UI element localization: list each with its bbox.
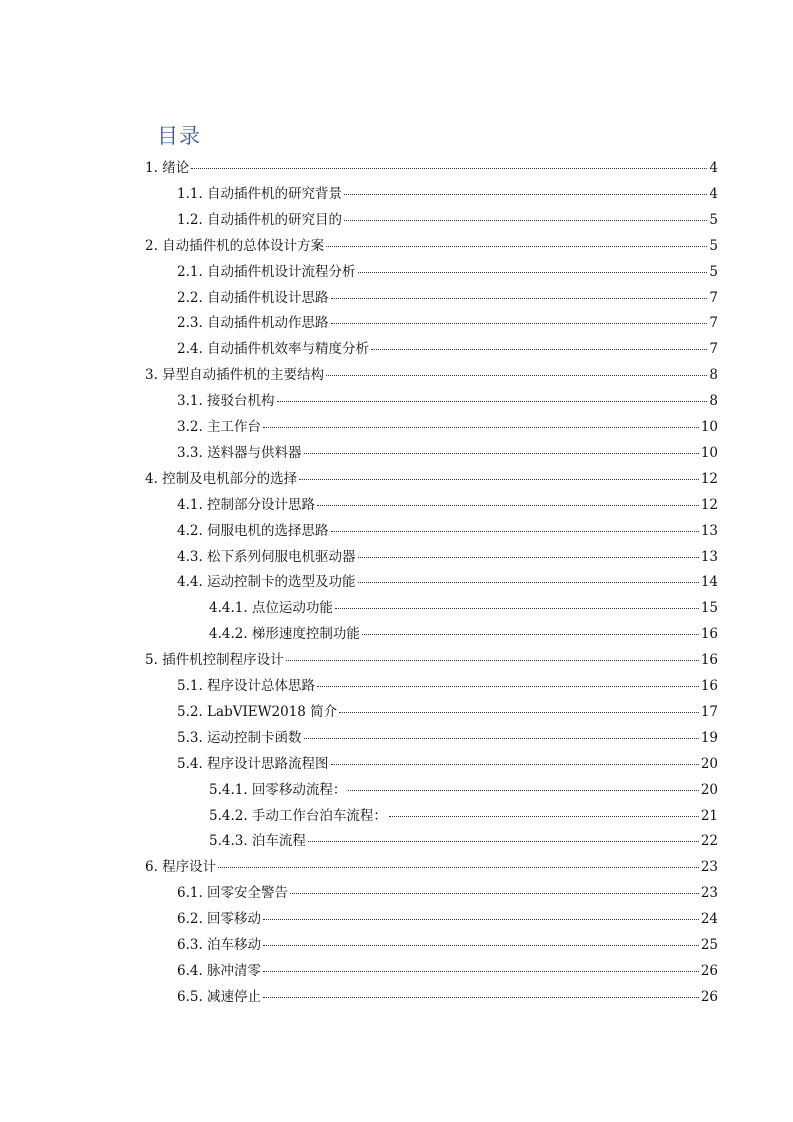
toc-dot-leader (263, 919, 699, 920)
toc-entry-level-3[interactable] (209, 831, 718, 851)
toc-entry-level-2[interactable] (177, 572, 718, 592)
toc-entry-label: 3.1. 接驳台机构 (177, 393, 275, 410)
toc-entry-label: 2.2. 自动插件机设计思路 (177, 289, 329, 306)
toc-entry-level-3[interactable] (209, 624, 718, 644)
toc-entry-page-number: 7 (709, 315, 718, 332)
toc-dot-leader (389, 816, 699, 817)
toc-entry-page-number: 16 (700, 626, 718, 643)
toc-entry-level-2[interactable] (177, 391, 718, 411)
toc-entry-label: 6.2. 回零移动 (177, 911, 262, 928)
toc-dot-leader (304, 738, 699, 739)
toc-entry-page-number: 7 (709, 341, 718, 358)
toc-entry-label: 2. 自动插件机的总体设计方案 (145, 237, 325, 254)
toc-entry-level-2[interactable] (177, 676, 718, 696)
toc-dot-leader (191, 168, 707, 169)
toc-entry-page-number: 21 (700, 807, 718, 824)
toc-entry-level-2[interactable] (177, 909, 718, 929)
toc-dot-leader (331, 531, 699, 532)
toc-dot-leader (358, 272, 708, 273)
toc-entry-level-2[interactable] (177, 210, 718, 230)
toc-entry-page-number: 23 (700, 859, 718, 876)
toc-entry-label: 5.1. 程序设计总体思路 (177, 678, 316, 694)
toc-entry-page-number: 5 (709, 211, 718, 228)
toc-entry-label: 1.1. 自动插件机的研究背景 (177, 185, 343, 202)
toc-entry-label: 5.4.2. 手动工作台泊车流程： (209, 807, 387, 824)
toc-entry-level-2[interactable] (177, 883, 718, 903)
toc-entry-page-number: 5 (709, 237, 718, 254)
toc-entry-level-2[interactable] (177, 443, 718, 463)
toc-entry-page-number: 16 (700, 678, 718, 694)
toc-dot-leader (277, 401, 708, 402)
toc-entry-label: 3.3. 送料器与供料器 (177, 444, 302, 461)
toc-entry-page-number: 4 (709, 185, 718, 202)
toc-entry-label: 6.5. 减速停止 (177, 988, 262, 1005)
toc-entry-level-3[interactable] (209, 598, 718, 618)
toc-entry-page-number: 8 (709, 367, 718, 384)
toc-entry-label: 4.4. 运动控制卡的选型及功能 (177, 574, 356, 591)
toc-dot-leader (344, 220, 707, 221)
toc-entry-level-2[interactable] (177, 521, 718, 541)
toc-dot-leader (331, 298, 708, 299)
toc-entry-level-2[interactable] (177, 262, 718, 282)
toc-entry-page-number: 26 (700, 988, 718, 1005)
toc-dot-leader (362, 634, 699, 635)
toc-title: 目录 (157, 124, 201, 148)
toc-entry-label: 3. 异型自动插件机的主要结构 (145, 367, 325, 384)
toc-entry-label: 1.2. 自动插件机的研究目的 (177, 211, 343, 228)
toc-entry-page-number: 20 (700, 781, 718, 798)
toc-entry-level-1[interactable] (145, 469, 718, 489)
toc-dot-leader (348, 790, 698, 791)
toc-entry-label: 5.4.1. 回零移动流程： (209, 781, 347, 798)
toc-dot-leader (299, 479, 699, 480)
toc-entry-level-2[interactable] (177, 702, 718, 722)
toc-entry-level-2[interactable] (177, 728, 718, 748)
toc-entry-page-number: 19 (700, 729, 718, 746)
toc-entry-label: 2.4. 自动插件机效率与精度分析 (177, 341, 370, 358)
toc-entry-page-number: 5 (709, 263, 718, 280)
toc-entry-level-1[interactable] (145, 236, 718, 256)
toc-dot-leader (317, 505, 699, 506)
toc-entry-page-number: 14 (700, 574, 718, 591)
toc-entry-page-number: 17 (700, 703, 718, 720)
toc-entry-level-1[interactable] (145, 857, 718, 877)
toc-dot-leader (358, 582, 699, 583)
toc-entry-label: 5.2. LabVIEW2018 简介 (177, 703, 338, 720)
toc-entry-label: 2.3. 自动插件机动作思路 (177, 315, 329, 332)
toc-dot-leader (286, 660, 699, 661)
toc-entry-label: 2.1. 自动插件机设计流程分析 (177, 263, 356, 280)
toc-dot-leader (326, 246, 707, 247)
toc-entry-level-2[interactable] (177, 547, 718, 567)
toc-entry-level-2[interactable] (177, 339, 718, 359)
toc-entry-page-number: 24 (700, 911, 718, 928)
toc-entry-label: 4.4.2. 梯形速度控制功能 (209, 626, 360, 643)
toc-entry-level-2[interactable] (177, 961, 718, 981)
toc-entry-level-1[interactable] (145, 650, 718, 670)
toc-entry-page-number: 12 (700, 470, 718, 487)
toc-entry-level-1[interactable] (145, 365, 718, 385)
toc-entry-label: 3.2. 主工作台 (177, 419, 262, 435)
toc-dot-leader (339, 712, 699, 713)
toc-entry-page-number: 16 (700, 652, 718, 669)
toc-entry-label: 4.3. 松下系列伺服电机驱动器 (177, 548, 356, 565)
toc-dot-leader (304, 453, 699, 454)
toc-entry-page-number: 8 (709, 393, 718, 410)
toc-entry-level-3[interactable] (209, 806, 718, 826)
toc-entry-label: 5.3. 运动控制卡函数 (177, 729, 302, 746)
toc-entry-level-2[interactable] (177, 417, 718, 437)
toc-dot-leader (371, 349, 707, 350)
toc-dot-leader (263, 945, 699, 946)
toc-dot-leader (358, 557, 699, 558)
toc-entry-level-2[interactable] (177, 987, 718, 1007)
toc-entry-level-2[interactable] (177, 313, 718, 333)
toc-dot-leader (290, 893, 699, 894)
toc-entry-level-2[interactable] (177, 495, 718, 515)
toc-entry-level-2[interactable] (177, 935, 718, 955)
toc-entry-page-number: 10 (700, 419, 718, 435)
toc-dot-leader (335, 608, 699, 609)
toc-entry-label: 6.1. 回零安全警告 (177, 885, 289, 902)
toc-entry-label: 5.4.3. 泊车流程 (209, 833, 306, 850)
toc-entry-level-3[interactable] (209, 780, 718, 800)
toc-entry-level-2[interactable] (177, 184, 718, 204)
toc-entry-label: 6.3. 泊车移动 (177, 937, 262, 953)
toc-dot-leader (263, 997, 699, 998)
toc-entry-label: 4.4.1. 点位运动功能 (209, 600, 333, 617)
toc-entry-page-number: 15 (700, 600, 718, 617)
toc-entry-label: 4. 控制及电机部分的选择 (145, 470, 298, 487)
toc-entry-label: 5.4. 程序设计思路流程图 (177, 755, 329, 772)
toc-entry-level-2[interactable] (177, 288, 718, 308)
toc-entry-page-number: 7 (709, 289, 718, 306)
toc-entry-level-1[interactable] (145, 158, 718, 178)
toc-entry-label: 5. 插件机控制程序设计 (145, 652, 284, 669)
toc-entry-page-number: 20 (700, 755, 718, 772)
toc-entry-page-number: 23 (700, 885, 718, 902)
toc-entry-label: 4.2. 伺服电机的选择思路 (177, 522, 329, 539)
toc-entry-page-number: 22 (700, 833, 718, 850)
toc-entry-label: 6.4. 脉冲清零 (177, 962, 262, 979)
toc-entry-page-number: 12 (700, 496, 718, 513)
toc-dot-leader (263, 427, 699, 428)
toc-entry-label: 6. 程序设计 (145, 859, 217, 876)
toc-dot-leader (308, 841, 699, 842)
toc-dot-leader (317, 686, 699, 687)
toc-entry-label: 1. 绪论 (145, 160, 190, 176)
toc-entry-page-number: 13 (700, 548, 718, 565)
toc-dot-leader (331, 323, 708, 324)
toc-entry-page-number: 13 (700, 522, 718, 539)
toc-entry-page-number: 10 (700, 444, 718, 461)
toc-entry-label: 4.1. 控制部分设计思路 (177, 496, 316, 513)
toc-dot-leader (218, 867, 699, 868)
toc-dot-leader (331, 764, 699, 765)
toc-dot-leader (263, 971, 699, 972)
toc-dot-leader (326, 375, 707, 376)
toc-entry-page-number: 26 (700, 962, 718, 979)
toc-entry-page-number: 4 (709, 160, 718, 176)
toc-dot-leader (344, 194, 707, 195)
toc-entry-level-2[interactable] (177, 754, 718, 774)
toc-entry-page-number: 25 (700, 937, 718, 953)
